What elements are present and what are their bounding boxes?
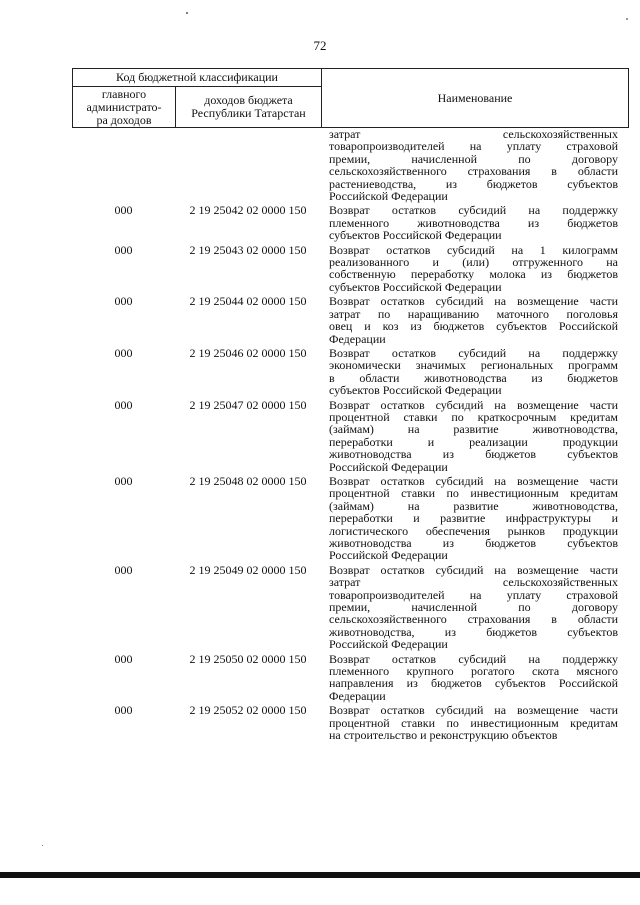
name-line: затрат сельскохозяйственных (329, 127, 618, 141)
income-code-cell: 2 19 25052 02 0000 150 (189, 703, 307, 718)
income-code-cell: 2 19 25042 02 0000 150 (189, 203, 307, 218)
name-line: направления из бюджетов субъектов Российской (329, 676, 618, 691)
name-cell (329, 704, 618, 741)
admin-code-cell: 000 (114, 562, 133, 577)
name-line: переработки и реализации продукции (329, 434, 618, 449)
name-line: племенного крупного рогатого скота мясного (329, 664, 618, 679)
name-cell (329, 475, 618, 562)
name-line: Российской Федерации (329, 548, 448, 563)
header-income-line: Республики Татарстан (191, 106, 306, 120)
name-cell (329, 128, 618, 202)
income-code-cell: 2 19 25050 02 0000 150 (189, 651, 307, 666)
admin-code-cell: 000 (114, 651, 133, 666)
name-line: животноводства, из бюджетов субъектов (329, 624, 618, 639)
scan-speck (42, 845, 43, 846)
name-cell (329, 347, 618, 397)
header-admin-column (73, 87, 176, 128)
name-line: Возврат остатков субсидий на возмещение части (329, 703, 618, 718)
name-cell (329, 244, 618, 294)
name-line: премии, начисленной по договору (329, 600, 618, 615)
table-row (72, 295, 629, 345)
scan-speck (186, 12, 188, 14)
name-line: Возврат остатков субсидий на 1 килограмм (329, 242, 618, 257)
header-admin-line: главного (101, 87, 147, 101)
header-group-budget-classification-code: Код бюджетной классификации (73, 69, 322, 87)
name-line: субъектов Российской Федерации (329, 228, 502, 243)
table-row (72, 244, 629, 294)
name-line: субъектов Российской Федерации (329, 383, 502, 398)
name-line: Российской Федерации (329, 189, 448, 204)
name-line: Возврат остатков субсидий на поддержку (329, 651, 618, 666)
admin-code-cell: 000 (114, 203, 133, 218)
name-line: Возврат остатков субсидий на возмещение части (329, 562, 618, 577)
name-line: животноводства из бюджетов субъектов (329, 447, 618, 462)
income-code-cell (175, 128, 321, 202)
admin-code-cell: 000 (114, 294, 133, 309)
name-line: (займам) на развитие животноводства, (329, 422, 618, 437)
name-line: процентной ставки по инвестиционным кредитам (329, 486, 618, 501)
name-line: на строительство и реконструкцию объектов (329, 728, 558, 743)
name-line: затрат сельскохозяйственных (329, 575, 618, 590)
table-row (72, 128, 629, 202)
page-number: 72 (313, 38, 327, 53)
income-code-cell: 2 19 25044 02 0000 150 (189, 294, 307, 309)
name-line: Возврат остатков субсидий на поддержку (329, 203, 618, 218)
name-line: товаропроизводителей на уплату страховой (329, 587, 618, 602)
name-line: животноводства из бюджетов субъектов (329, 536, 618, 550)
admin-code-cell: 000 (114, 397, 133, 412)
name-line: Возврат остатков субсидий на возмещение части (329, 397, 618, 412)
table-row (72, 204, 629, 241)
income-code-cell: 2 19 25043 02 0000 150 (189, 242, 307, 257)
name-line: логистического обеспечения рынков продукции (329, 523, 618, 538)
admin-code-cell: 000 (114, 242, 133, 257)
table-row (72, 564, 629, 651)
name-line: Возврат остатков субсидий на возмещение части (329, 294, 618, 309)
table-body (72, 128, 629, 742)
table-row (72, 653, 629, 703)
header-income-column (176, 87, 322, 128)
name-line: процентной ставки по инвестиционным кредитам (329, 715, 618, 730)
table-header (72, 68, 629, 128)
table-row (72, 475, 629, 562)
name-cell (329, 564, 618, 651)
income-code-cell: 2 19 25048 02 0000 150 (189, 473, 307, 488)
name-line: племенного животноводства из бюджетов (329, 215, 618, 230)
name-line: сельскохозяйственного страхования в области (329, 612, 618, 627)
name-line: (займам) на развитие животноводства, (329, 498, 618, 513)
name-line: в области животноводства из бюджетов (329, 370, 618, 385)
name-line: Федерации (329, 331, 386, 346)
name-cell (329, 295, 618, 345)
table-row (72, 704, 629, 741)
name-line: Возврат остатков субсидий на поддержку (329, 345, 618, 360)
name-line: растениеводства, из бюджетов субъектов (329, 176, 618, 191)
income-code-cell: 2 19 25047 02 0000 150 (189, 397, 307, 412)
name-line: Возврат остатков субсидий на возмещение части (329, 473, 618, 488)
admin-code-cell: 000 (114, 345, 133, 360)
name-line: премии, начисленной по договору (329, 151, 618, 166)
bottom-scan-border (0, 872, 640, 878)
scan-speck (626, 18, 628, 20)
table-row (72, 399, 629, 473)
name-line: процентной ставки по краткосрочным кредитам (329, 409, 618, 424)
admin-code-cell (72, 128, 175, 202)
header-admin-line: ра доходов (96, 113, 152, 127)
name-line: экономически значимых региональных программ (329, 358, 618, 373)
name-line: субъектов Российской Федерации (329, 279, 502, 294)
name-line: переработки и развитие инфраструктуры и (329, 511, 618, 526)
budget-classification-table (72, 68, 629, 742)
header-income-line: доходов бюджета (204, 93, 293, 107)
header-admin-line: администрато- (86, 100, 162, 114)
admin-code-cell: 000 (114, 703, 133, 718)
name-line: товаропроизводителей на уплату страховой (329, 139, 618, 154)
name-line: собственную переработку молока из бюджетов (329, 267, 618, 282)
admin-code-cell: 000 (114, 473, 133, 488)
name-line: Федерации (329, 688, 386, 703)
name-line: Российской Федерации (329, 459, 448, 474)
name-line: Российской Федерации (329, 637, 448, 652)
name-line: реализованного и (или) отгруженного на (329, 255, 618, 270)
name-line: овец и коз из бюджетов субъектов Российской (329, 319, 618, 334)
name-cell (329, 399, 618, 473)
name-line: затрат по наращиванию маточного поголовья (329, 306, 618, 321)
table-row (72, 347, 629, 397)
income-code-cell: 2 19 25049 02 0000 150 (189, 562, 307, 577)
name-cell (329, 653, 618, 703)
income-code-cell: 2 19 25046 02 0000 150 (189, 345, 307, 360)
name-line: сельскохозяйственного страхования в области (329, 164, 618, 179)
header-name-column: Наименование (437, 91, 513, 105)
name-cell (329, 204, 618, 241)
